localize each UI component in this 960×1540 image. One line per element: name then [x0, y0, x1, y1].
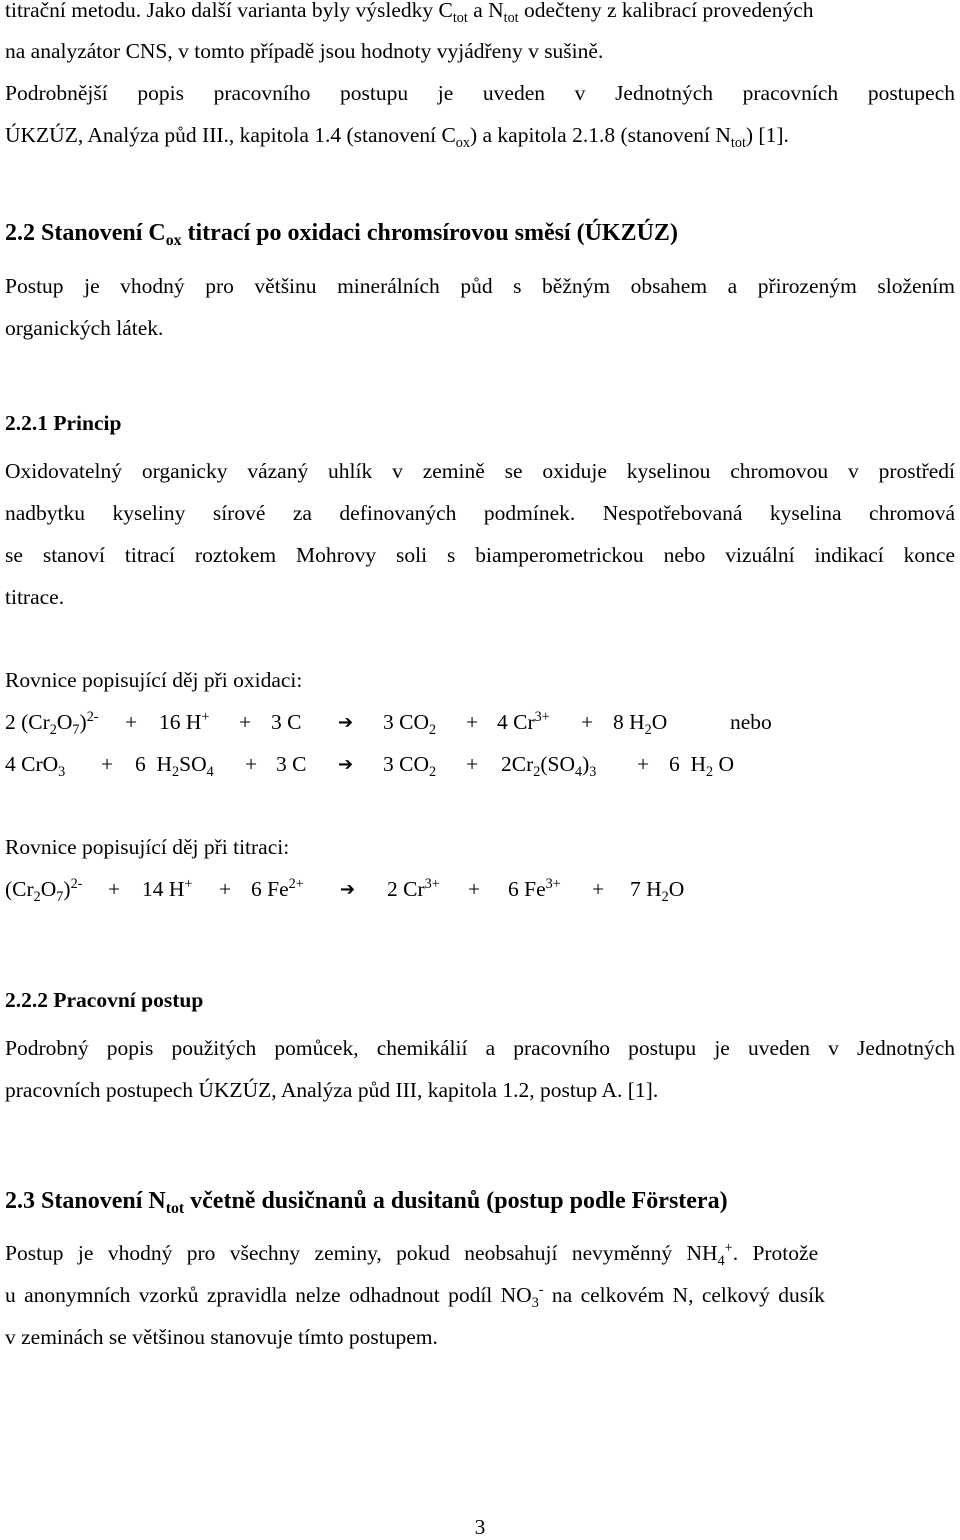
page-number: 3 — [474, 1515, 486, 1539]
paragraph-line: ÚKZÚZ, Analýza půd III., kapitola 1.4 (stanovení $C_{ox}$) a kapitola 2.1.8 (stanovení $N_{tot}$) [1]. — [5, 123, 789, 151]
section-heading: 2.2 Stanovení $C_{ox}$ titrací po oxidaci chromsírovou směsí (ÚKZÚZ) — [5, 220, 678, 250]
paragraph-line: u anonymních vzorků zpravidla nelze odhadnout podíl $NO_3^-$ na celkovém N, celkový dusík — [5, 1282, 825, 1311]
text: titrační metodu. Jako další varianta byly výsledky $C_{tot}$ a $N_{tot}$ odečteny z kalibrací provedených — [5, 0, 814, 26]
paragraph-line: na analyzátor CNS, v tomto případě jsou hodnoty vyjádřeny v sušině. — [5, 39, 604, 63]
reaction-arrow-icon: ➔ — [340, 879, 356, 900]
paragraph-line: pracovních postupech ÚKZÚZ, Analýza půd III, kapitola 1.2, postup A. [1]. — [5, 1078, 659, 1102]
equation-label: Rovnice popisující děj při oxidaci: — [5, 668, 303, 692]
subsection-heading: 2.2.2 Pracovní postup — [5, 988, 204, 1012]
paragraph-line: Postup je vhodný pro většinu minerálních půd s běžným obsahem a přirozeným složením — [5, 274, 955, 298]
paragraph-line: v zeminách se většinou stanovuje tímto postupem. — [5, 1325, 438, 1349]
paragraph-line: organických látek. — [5, 316, 164, 340]
reaction-arrow-icon: ➔ — [338, 712, 354, 733]
subsection-heading: 2.2.1 Princip — [5, 411, 122, 435]
reaction-arrow-icon: ➔ — [338, 754, 354, 775]
section-heading: 2.3 Stanovení $N_{tot}$ včetně dusičnanů a dusitanů (postup podle Förstera) — [5, 1188, 728, 1218]
paragraph-line — [5, 0, 955, 26]
paragraph-line: Postup je vhodný pro všechny zeminy, pokud neobsahují nevyměnný $NH_4^+$. Protože — [5, 1240, 819, 1269]
paragraph-line: Oxidovatelný organicky vázaný uhlík v zemině se oxiduje kyselinou chromovou v prostředí — [5, 459, 955, 483]
paragraph-line: Podrobný popis použitých pomůcek, chemikálií a pracovního postupu je uveden v Jednotných — [5, 1036, 955, 1060]
paragraph-line: se stanoví titrací roztokem Mohrovy soli s biamperometrickou nebo vizuální indikací konce — [5, 543, 955, 567]
paragraph-line: Podrobnější popis pracovního postupu je uveden v Jednotných pracovních postupech — [5, 81, 955, 105]
equation-label: Rovnice popisující děj při titraci: — [5, 835, 290, 859]
paragraph-line: nadbytku kyseliny sírové za definovaných podmínek. Nespotřebovaná kyselina chromová — [5, 501, 955, 525]
paragraph-line: titrace. — [5, 585, 65, 609]
